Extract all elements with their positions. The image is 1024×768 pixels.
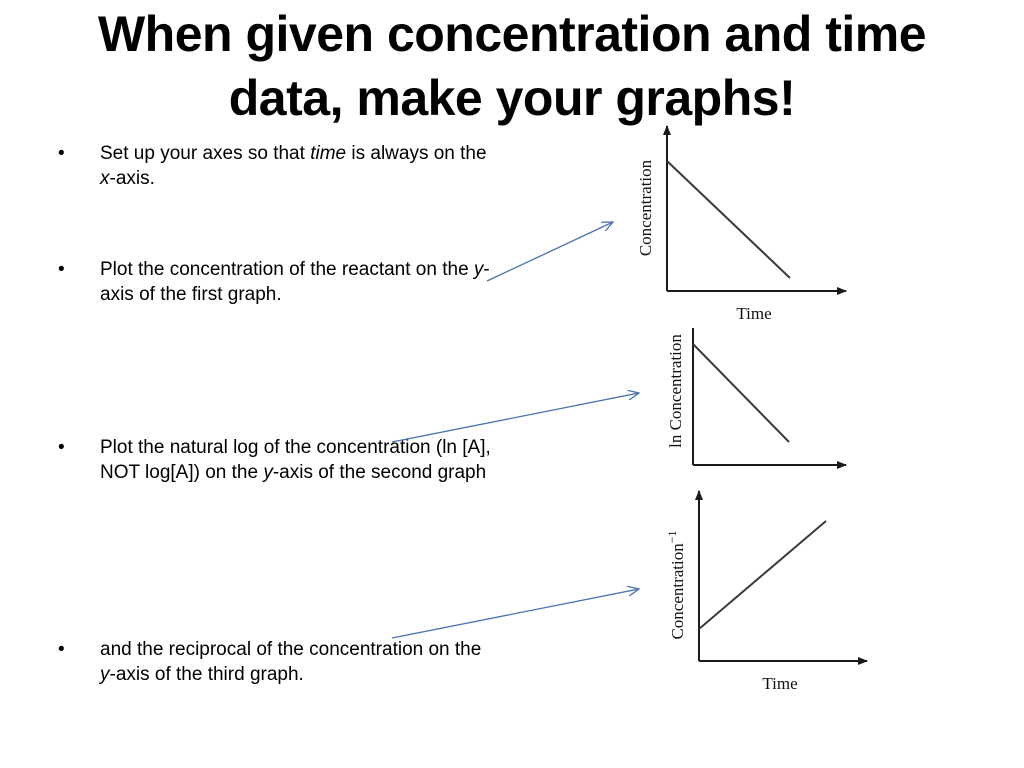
graph3-x-label: Time [762, 674, 798, 693]
text-run: -axis. [109, 168, 155, 189]
graph3-trend-line [699, 521, 826, 629]
graph-ln-concentration-vs-time [666, 328, 846, 465]
text-run: Set up your axes so that [100, 143, 311, 164]
graph-reciprocal-concentration-vs-time [665, 491, 867, 693]
graph2-trend-line [693, 344, 789, 442]
text-run: and the reciprocal of the concentration on the [100, 639, 482, 660]
text-run-italic: y [100, 664, 110, 685]
text-run: -axis of the first graph. [100, 259, 490, 305]
pointer-arrow-graph-2 [392, 393, 639, 442]
text-run: -axis of the second graph [272, 462, 487, 483]
bullet-glyph: • [58, 143, 65, 164]
slide-title: When given concentration and time data, make your graphs! [97, 6, 927, 126]
text-run-italic: y [263, 462, 273, 483]
text-run-italic: y [473, 259, 484, 280]
bullet-glyph: • [58, 639, 65, 660]
graph3-y-label [665, 530, 687, 639]
bullet-glyph: • [58, 259, 65, 280]
bullet-glyph: • [58, 437, 65, 458]
graph2-y-label: ln Concentration [666, 334, 685, 448]
pointer-arrow-graph-1 [487, 222, 613, 281]
text-run: Plot the natural log of the concentration (ln [A], NOT log[A]) on the [100, 437, 491, 483]
graph1-trend-line [667, 161, 790, 278]
pointer-arrow-graph-3 [392, 589, 639, 638]
graph1-y-label: Concentration [636, 159, 655, 257]
text-run: Plot the concentration of the reactant on the [100, 259, 474, 280]
graph3-y-label-superscript: −1 [665, 530, 679, 544]
text-run: is always on the [346, 143, 487, 164]
graph1-x-label: Time [736, 304, 772, 323]
text-run-italic: x [100, 168, 110, 189]
graph3-y-label-text: Concentration [668, 543, 687, 640]
graph-concentration-vs-time [636, 126, 846, 323]
text-run: -axis of the third graph. [109, 664, 304, 685]
text-run-italic: time [310, 143, 347, 164]
